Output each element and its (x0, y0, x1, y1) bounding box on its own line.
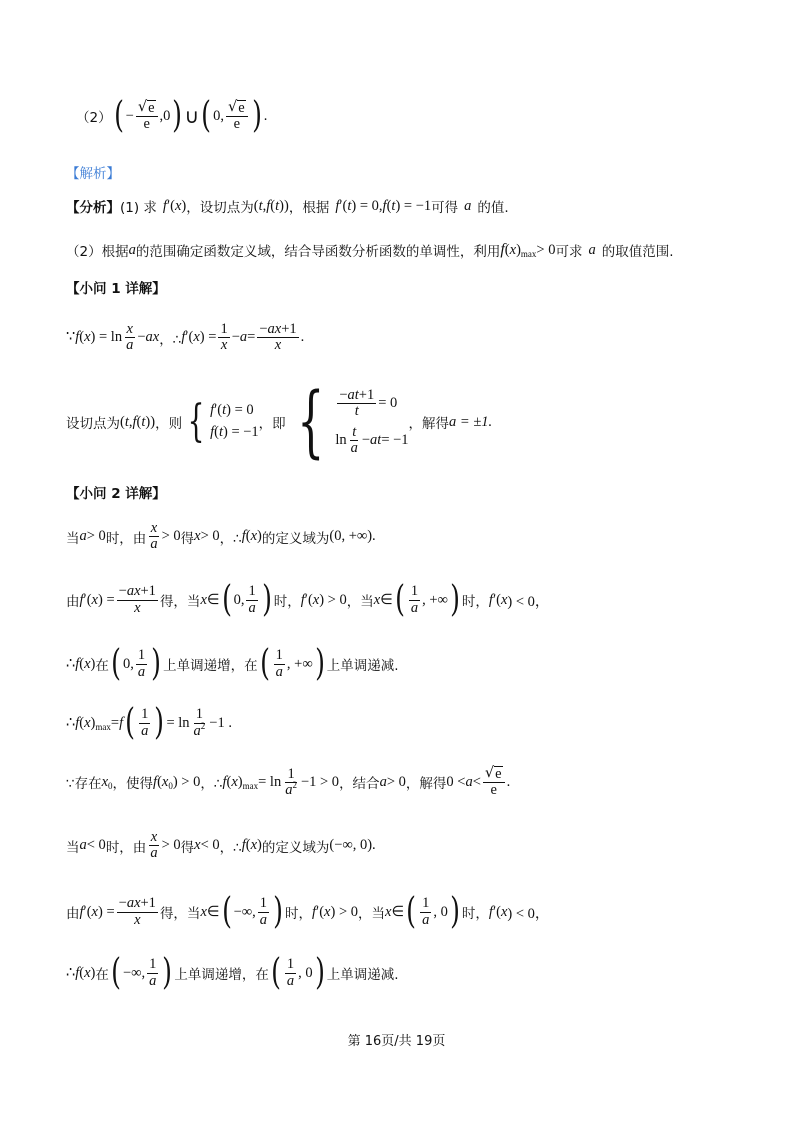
analysis-heading: 【解析】 (66, 166, 120, 182)
analysis-line-1: 【分析】 (1) 求 f ′( x ) ，设切点为 ( t , f ( t )) ，根据 f ′( t ) = 0, f ( t ) = −1 可得 a 的值. (66, 197, 509, 216)
q2-line-1: 当 a > 0 时，由 $\frac{x}{a}$ > 0 得 x > 0 ，∴ f ( x ) 的定义域为 (0, +∞). (66, 520, 376, 553)
q2-line-4: ∴ f ( x ) max = f ( $\frac{1}{a}$ ) = ln $\frac{1}{a^2}$ −1 . (66, 702, 232, 743)
q1-line-1: ∵ f ( x ) = ln $\frac{x}{a}$ − ax ，∴ f ′( x ) = $\frac{1}{x}$ − a = $\frac{-ax+1}{x}$ . (66, 321, 305, 354)
q2-line-3: ∴ f ( x ) 在 ( 0, $\frac{1}{a}$ ) 上单调递增，在 ( $\frac{1}{a}$ , +∞ ) 上单调递减. (66, 643, 399, 684)
q1-line-2: 设切点为 ( t , f ( t )) ，则 { f′(t) = 0 f(t) = −1 ，即 { $\frac{-at+1}{t}$ = 0 ln $\frac{t}{a}$ − at = −1 ，解得 a = ±1. (66, 377, 493, 467)
q1-heading: 【小问 1 详解】 (66, 281, 166, 297)
q2-heading: 【小问 2 详解】 (66, 486, 166, 502)
q2-line-8: ∴ f ( x ) 在 ( −∞, $\frac{1}{a}$ ) 上单调递增，在 ( $\frac{1}{a}$ , 0 ) 上单调递减. (66, 952, 399, 993)
page-footer: 第 16页/共 19页 (347, 1034, 446, 1049)
q2-line-5: ∵存在 x 0 ，使得 f ( x 0 ) > 0 ，∴ f ( x ) max = ln $\frac{1}{a^2}$ −1 > 0 ，结合 a > 0 ，解得 0 < a < √ e e . (66, 765, 511, 799)
analysis-line-2: （2）根据 a 的范围确定函数定义域，结合导函数分析函数的单调性，利用 f ( x ) max > 0 可求 a 的取值范围. (66, 241, 674, 260)
q2-line-2: 由 f ′( x ) = $\frac{-ax+1}{x}$ 得，当 x ∈ ( 0, $\frac{1}{a}$ ) 时， f ′( x ) > 0 ，当 x ∈ ( $\frac{1}{a}$ , +∞ ) 时， f ′( x ) < 0， (66, 579, 550, 620)
q2-line-6: 当 a < 0 时，由 $\frac{x}{a}$ > 0 得 x < 0 ，∴ f ( x ) 的定义域为 (−∞, 0). (66, 829, 376, 862)
q2-line-7: 由 f ′( x ) = $\frac{-ax+1}{x}$ 得，当 x ∈ ( −∞, $\frac{1}{a}$ ) 时， f ′( x ) > 0 ，当 x ∈ ( $\frac{1}{a}$ , 0 ) 时， f ′( x ) < 0， (66, 891, 550, 932)
part2-answer: （2） ( − √ e e ,0 ) ∪ ( 0, √ e e ) . (76, 95, 268, 136)
